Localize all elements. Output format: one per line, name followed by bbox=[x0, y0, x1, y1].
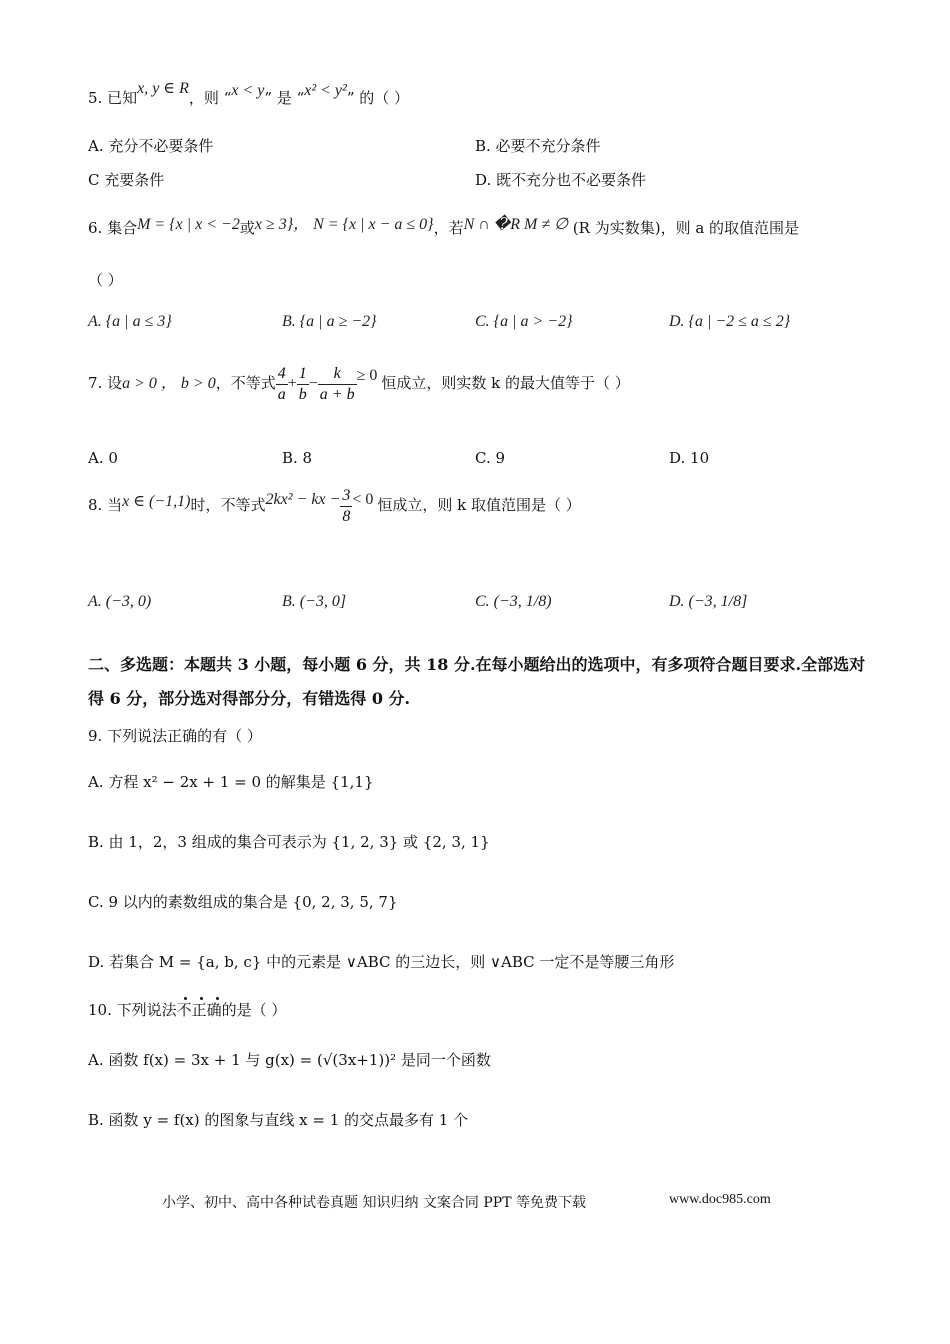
q10-stem: 10. 下列说法不正确的是（ ） bbox=[88, 1001, 287, 1019]
q6-option-d: D. {a | −2 ≤ a ≤ 2} bbox=[669, 313, 791, 330]
q7-option-b: B. 8 bbox=[282, 449, 313, 467]
q8-fraction: $\frac{3}{8}$ bbox=[342, 486, 351, 525]
q7-fraction-1: $\frac{4}{a}$ bbox=[277, 364, 286, 403]
q8-option-d: D. (−3, 1/8] bbox=[669, 593, 748, 610]
q6-stem: 6. 集合M = {x | x < −2或x ≥ 3}， N = {x | x − a ≤ 0}，若N ∩ �R M ≠ ∅ (R 为实数集)，则 a 的取值范围是 bbox=[88, 216, 800, 237]
section-2-heading: 二、多选题：本题共 3 小题，每小题 6 分，共 18 分.在每小题给出的选项中，有多项符合题目要求.全部选对得 6 分，部分选对得部分分，有错选得 0 分. bbox=[88, 655, 866, 708]
q5-option-c: C 充要条件 bbox=[88, 171, 165, 189]
q5-option-a: A. 充分不必要条件 bbox=[88, 137, 214, 155]
q7-stem: 7. 设a > 0 ， b > 0，不等式 $\frac{4}{a}$ + $\frac{1}{b}$ − $\frac{k}{a + b}$ ≥ 0 恒成立，则实数 k 的最大值等于（ ） bbox=[88, 364, 630, 403]
q5-stem: 5. 已知x, y ∈ R，则 “x < y” 是 “x² < y²” 的（ ） bbox=[88, 80, 410, 107]
q7-option-a: A. 0 bbox=[88, 449, 118, 467]
q6-option-c: C. {a | a > −2} bbox=[475, 313, 573, 330]
q8-option-b: B. (−3, 0] bbox=[282, 593, 347, 610]
q6-option-a: A. {a | a ≤ 3} bbox=[88, 313, 172, 330]
q10-option-a: A. 函数 f(x) = 3x + 1 与 g(x) = (√(3x+1))² 是同一个函数 bbox=[88, 1051, 491, 1069]
q9-option-b: B. 由 1，2，3 组成的集合可表示为 {1, 2, 3} 或 {2, 3, 1} bbox=[88, 833, 490, 851]
q7-option-d: D. 10 bbox=[669, 449, 710, 467]
q7-option-c: C. 9 bbox=[475, 449, 506, 467]
q9-option-c: C. 9 以内的素数组成的集合是 {0, 2, 3, 5, 7} bbox=[88, 893, 398, 911]
q7-fraction-2: $\frac{1}{b}$ bbox=[298, 364, 307, 403]
q9-stem: 9. 下列说法正确的有（ ） bbox=[88, 727, 262, 745]
q10-option-b: B. 函数 y = f(x) 的图象与直线 x = 1 的交点最多有 1 个 bbox=[88, 1111, 469, 1129]
q7-fraction-3: $\frac{k}{a + b}$ bbox=[319, 364, 355, 403]
q6-paren: （ ） bbox=[88, 271, 123, 289]
q5-option-b: B. 必要不充分条件 bbox=[475, 137, 601, 155]
q8-option-a: A. (−3, 0) bbox=[88, 593, 152, 610]
q6-option-b: B. {a | a ≥ −2} bbox=[282, 313, 377, 330]
q8-stem: 8. 当x ∈ (−1,1)时，不等式2kx² − kx − $\frac{3}{8}$ < 0 恒成立，则 k 取值范围是（ ） bbox=[88, 486, 581, 525]
q9-option-a: A. 方程 x² − 2x + 1 = 0 的解集是 {1,1} bbox=[88, 773, 374, 791]
q9-option-d: D. 若集合 M = {a, b, c} 中的元素是 ∨ABC 的三边长，则 ∨ABC 一定不是等腰三角形 bbox=[88, 953, 675, 971]
q8-option-c: C. (−3, 1/8) bbox=[475, 593, 552, 610]
q5-option-d: D. 既不充分也不必要条件 bbox=[475, 171, 647, 189]
footer-url[interactable]: www.doc985.com bbox=[669, 1192, 771, 1207]
footer-text: 小学、初中、高中各种试卷真题 知识归纳 文案合同 PPT 等免费下载 bbox=[162, 1195, 586, 1211]
